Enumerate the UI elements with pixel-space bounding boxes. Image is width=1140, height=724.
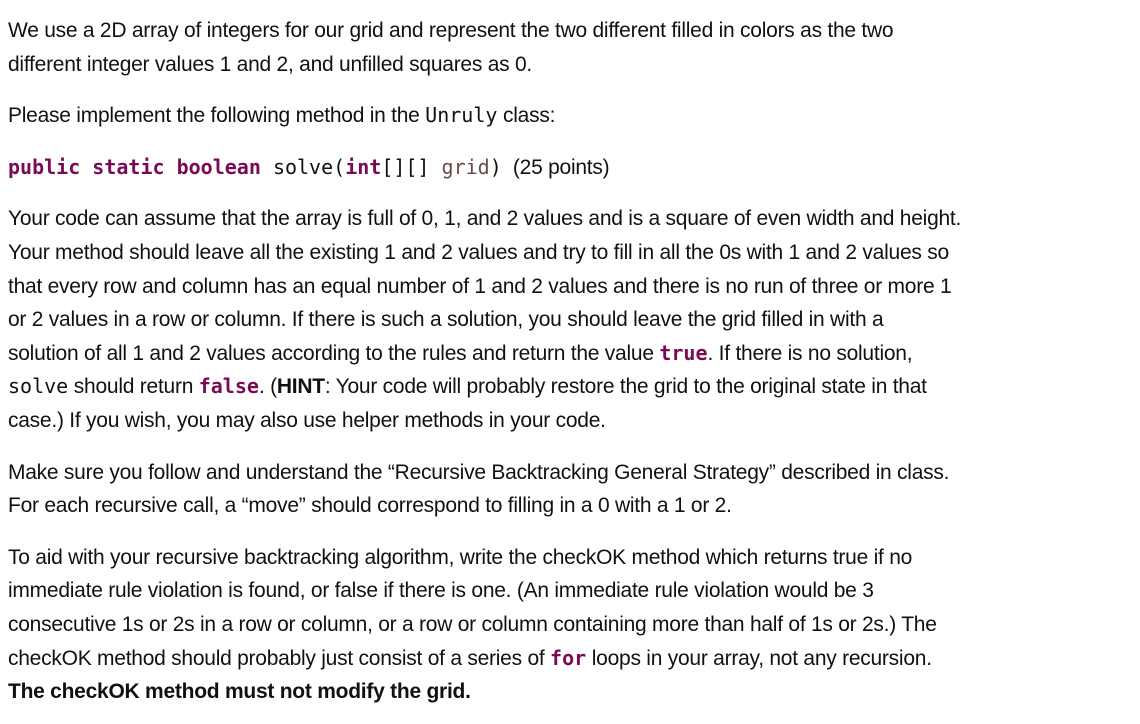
description-line-4: or 2 values in a row or column. If there is such a solution, you should leave the grid filled in with a — [8, 308, 884, 332]
checkok-paragraph — [8, 541, 1128, 709]
checkok-line-3: consecutive 1s or 2s in a row or column, or a row or column containing more than half of 1s or 2s.) The — [8, 612, 937, 636]
signature-close: ) — [489, 154, 502, 179]
intro-line-1: We use a 2D array of integers for our grid and represent the two different filled in colors as the two — [8, 19, 894, 42]
strategy-line-2: For each recursive call, a “move” should correspond to filling in a 0 with a 1 or 2. — [8, 494, 732, 518]
param-type: int — [345, 154, 382, 179]
intro-paragraph — [8, 14, 1128, 81]
description-line-6-mid: should return — [68, 375, 199, 399]
class-name: Unruly — [425, 103, 498, 128]
implement-suffix: class: — [497, 104, 556, 128]
checkok-line-1: To aid with your recursive backtracking algorithm, write the checkOK method which returns true if no — [8, 545, 913, 569]
document-page — [8, 14, 1128, 709]
intro-line-2: different integer values 1 and 2, and unfilled squares as 0. — [8, 52, 532, 76]
param-name: grid — [441, 154, 490, 179]
description-line-6-suffix: : Your code will probably restore the grid to the original state in that — [324, 375, 927, 399]
keyword-false: false — [198, 374, 259, 399]
keyword-boolean: boolean — [176, 154, 261, 179]
implement-prefix: Please implement the following method in the — [8, 104, 426, 128]
keyword-true: true — [659, 340, 708, 365]
description-line-5-prefix: solution of all 1 and 2 values according to the rules and return the value — [8, 341, 660, 365]
description-line-5-suffix: . If there is no solution, — [707, 341, 913, 365]
description-line-6-dot: . ( — [258, 375, 277, 399]
code-solve: solve — [8, 374, 69, 399]
implement-paragraph — [8, 99, 1128, 133]
description-line-2: Your method should leave all the existing 1 and 2 values and try to fill in all the 0s with 1 and 2 values so — [8, 240, 949, 264]
checkok-warning: The checkOK method must not modify the grid. — [8, 680, 471, 704]
hint-label: HINT — [276, 375, 325, 399]
method-signature — [8, 151, 1128, 185]
description-paragraph — [8, 202, 1128, 437]
checkok-line-4-suffix: loops in your array, not any recursion. — [586, 646, 932, 670]
keyword-public: public — [8, 154, 81, 179]
keyword-for: for — [550, 645, 587, 670]
points-label: (25 points) — [512, 155, 610, 179]
description-line-3: that every row and column has an equal number of 1 and 2 values and there is no run of three or more 1 — [8, 274, 952, 298]
checkok-line-2: immediate rule violation is found, or false if there is one. (An immediate rule violation would be 3 — [8, 579, 874, 603]
description-line-7: case.) If you wish, you may also use helper methods in your code. — [8, 408, 606, 432]
strategy-paragraph — [8, 456, 1128, 523]
checkok-line-4-prefix: checkOK method should probably just consist of a series of — [8, 646, 551, 670]
description-line-1: Your code can assume that the array is full of 0, 1, and 2 values and is a square of even width and height. — [8, 207, 962, 231]
method-name: solve( — [272, 154, 346, 179]
param-brackets: [][] — [381, 154, 430, 179]
keyword-static: static — [92, 154, 165, 179]
strategy-line-1: Make sure you follow and understand the “Recursive Backtracking General Strategy” described in class. — [8, 460, 950, 484]
